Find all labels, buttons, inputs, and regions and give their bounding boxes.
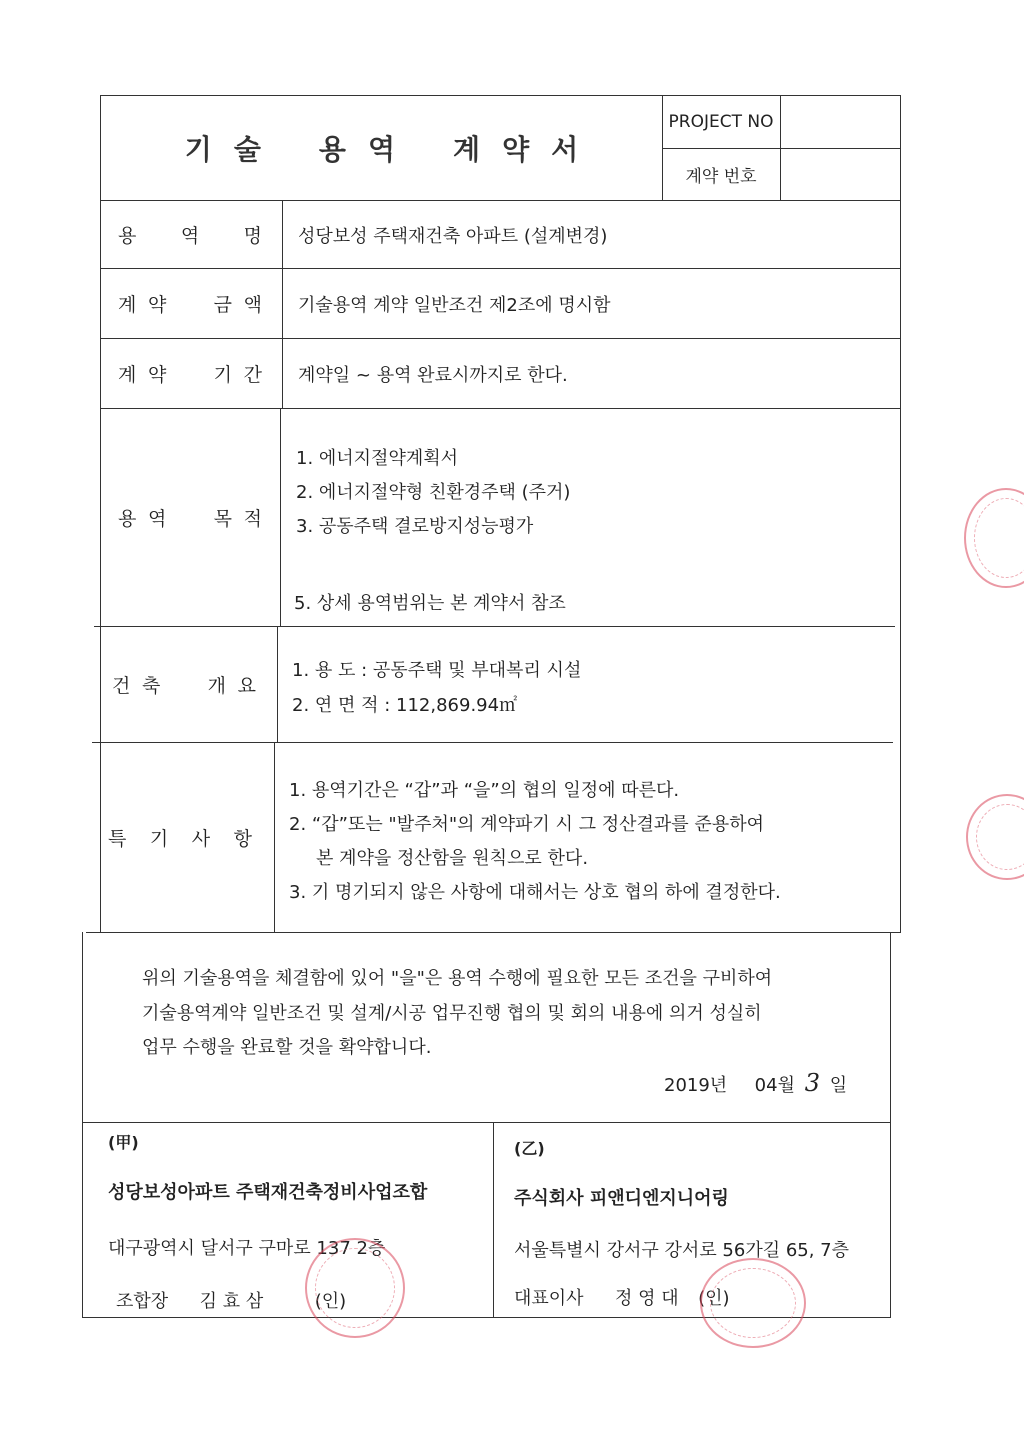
party-a-seal-stamp (305, 1238, 405, 1338)
period-label: 계 약 기 간 (118, 363, 262, 386)
service-name-value: 성당보성 주택재건축 아파트 (설계변경) (298, 226, 608, 247)
party-b-representative: 대표이사 정 영 대 (인) (514, 1288, 730, 1309)
purpose-label: 용 역 목 적 (118, 507, 262, 530)
overview-item: 2. 연 면 적 : 112,869.94㎡ (292, 695, 518, 716)
amount-value: 기술용역 계약 일반조건 제2조에 명시함 (298, 295, 611, 316)
special-term-item: 2. “갑”또는 "발주처"의 계약파기 시 그 정산결과를 준용하여 (289, 814, 764, 835)
party-b-name: 주식회사 피앤디엔지니어링 (514, 1188, 729, 1209)
overview-label: 건 축 개 요 (112, 674, 256, 697)
date-day-handwritten: 3 (804, 1069, 820, 1097)
contract-date: 2019년 04월 3 일 (664, 1069, 848, 1097)
party-a-address: 대구광역시 달서구 구마로 137 2층 (108, 1238, 386, 1259)
party-a-seal-mark: (인) (314, 1291, 347, 1312)
purpose-item: 3. 공동주택 결로방지성능평가 (296, 516, 534, 537)
purpose-item: 1. 에너지절약계획서 (296, 448, 458, 469)
project-no-value (782, 95, 899, 148)
margin-stamp (966, 794, 1024, 880)
purpose-note: 5. 상세 용역범위는 본 계약서 참조 (294, 593, 566, 614)
document-title: 기 술 용 역 계 약 서 (184, 132, 579, 166)
contract-no-value (782, 148, 899, 200)
amount-label: 계 약 금 액 (118, 293, 262, 316)
party-a-representative: 조합장 김 효 삼 (인) (116, 1291, 347, 1312)
service-name-label: 용 역 명 (118, 224, 262, 247)
special-term-item: 3. 기 명기되지 않은 사항에 대해서는 상호 협의 하에 결정한다. (289, 882, 781, 903)
overview-item: 1. 용 도 : 공동주택 및 부대복리 시설 (292, 660, 582, 681)
party-a-tag: (甲) (108, 1133, 139, 1152)
period-value: 계약일 ~ 용역 완료시까지로 한다. (298, 365, 568, 386)
contract-no-label: 계약 번호 (685, 166, 757, 187)
party-b-address: 서울특별시 강서구 강서로 56가길 65, 7층 (514, 1240, 850, 1261)
special-term-item: 본 계약을 정산함을 원칙으로 한다. (316, 848, 589, 869)
party-b-seal-mark: (인) (698, 1288, 730, 1309)
project-no-label: PROJECT NO (668, 111, 774, 132)
party-b-seal-stamp (700, 1258, 806, 1348)
pledge-line: 위의 기술용역을 체결함에 있어 "을"은 용역 수행에 필요한 모든 조건을 구비하여 (142, 968, 773, 989)
purpose-item: 2. 에너지절약형 친환경주택 (주거) (296, 482, 571, 503)
party-b-tag: (乙) (514, 1139, 545, 1158)
pledge-line: 업무 수행을 완료할 것을 확약합니다. (142, 1037, 432, 1058)
special-terms-label: 특 기 사 항 (108, 827, 252, 850)
margin-stamp (964, 488, 1024, 588)
pledge-line: 기술용역계약 일반조건 및 설계/시공 업무진행 협의 및 회의 내용에 의거 성실히 (142, 1003, 762, 1024)
party-a-name: 성당보성아파트 주택재건축정비사업조합 (108, 1182, 428, 1203)
special-term-item: 1. 용역기간은 “갑”과 “을”의 협의 일정에 따른다. (289, 780, 680, 801)
